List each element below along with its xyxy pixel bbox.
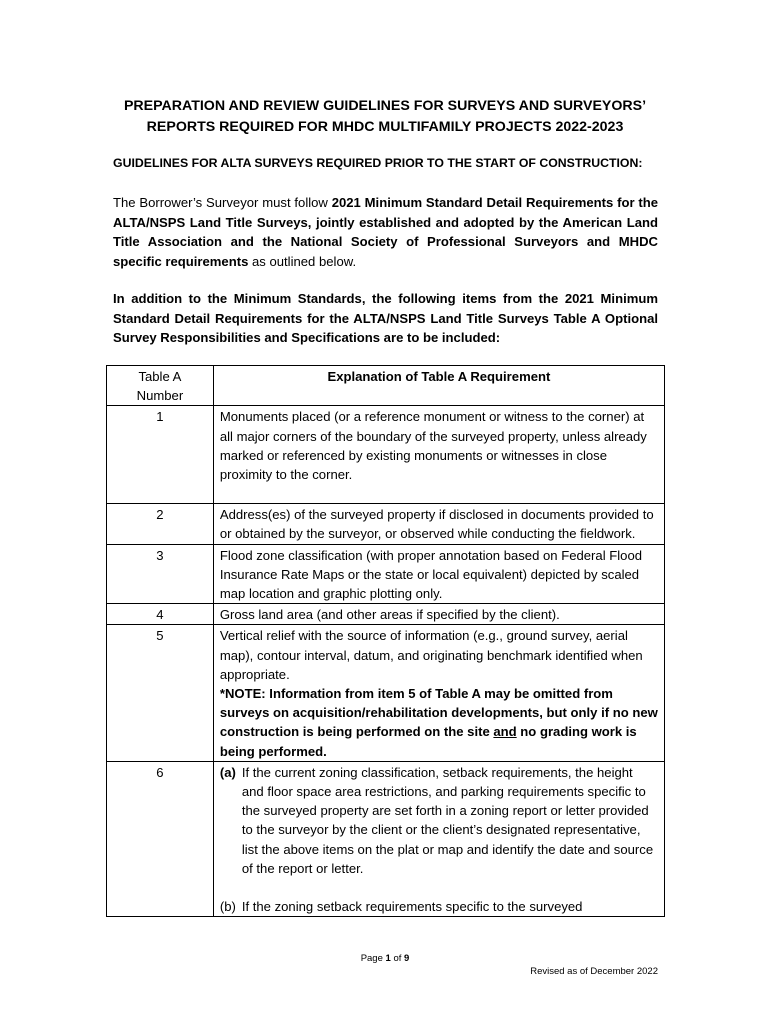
header-table-a-number (107, 366, 214, 406)
row-number: 6 (107, 761, 214, 916)
row-note (220, 684, 658, 761)
section-heading: GUIDELINES FOR ALTA SURVEYS REQUIRED PRIOR TO THE START OF CONSTRUCTION: (113, 156, 643, 170)
subitem-b (220, 897, 658, 916)
page-label: Page (360, 953, 386, 964)
document-title (60, 96, 710, 138)
title-line-2: REPORTS REQUIRED FOR MHDC MULTIFAMILY PROJECTS 2022-2023 (146, 119, 624, 135)
intro-text-start: The Borrower’s Surveyor must follow (113, 195, 332, 210)
page-total: 9 (404, 953, 410, 964)
page-number (335, 953, 435, 964)
table-row (107, 406, 665, 504)
subitem-a (220, 763, 658, 878)
header-number-line-2: Number (136, 388, 184, 404)
row-explanation (213, 625, 664, 761)
row-explanation (213, 406, 664, 504)
subitem-a-text: If the current zoning classification, setback requirements, the height and floor space area restrictions, and parking requirements specific to the surveyed property are set forth in a zoning report or letter provided to the surveyor by the client or the client’s designated representative, list the above items on the plat or map and identify the date and source of the report or letter. (241, 764, 654, 876)
header-explanation: Explanation of Table A Requirement (213, 366, 664, 406)
note-text-start: *NOTE: Information from item 5 of Table A may be omitted from surveys on acquisition/rehabilitation developments, but only if no new construction is being performed on the site (219, 686, 658, 740)
page-current: 1 (385, 953, 391, 964)
row-explanation (213, 761, 664, 916)
row-number: 1 (107, 406, 214, 504)
title-line-1: PREPARATION AND REVIEW GUIDELINES FOR SURVEYS AND SURVEYORS’ (123, 98, 647, 114)
header-number-line-1: Table A (138, 369, 182, 384)
row-explanation-text: Monuments placed (or a reference monument or witness to the corner) at all major corners of the boundary of the surveyed property, unless already marked or referenced by existing monuments or witnesses in close proximity to the corner. (219, 409, 647, 483)
row-explanation-text: Vertical relief with the source of information (e.g., ground survey, aerial map), contour interval, datum, and originating benchmark identified when appropriate. (219, 628, 643, 682)
row-explanation: Address(es) of the surveyed property if disclosed in documents provided to or obtained by the surveyor, or observed while conducting the fieldwork. (213, 504, 664, 544)
note-underlined-word: and (493, 724, 517, 740)
table-header-row (107, 366, 665, 406)
table-row (107, 761, 665, 916)
row-number: 3 (107, 544, 214, 604)
table-row (107, 625, 665, 761)
intro-text-end: as outlined below. (248, 253, 357, 269)
row-explanation: Gross land area (and other areas if specified by the client). (213, 604, 664, 625)
subitem-a-marker: (a) (219, 764, 236, 780)
note-text-end: no grading work is being performed. (219, 724, 637, 759)
row-number: 2 (107, 504, 214, 544)
intro-paragraph (113, 193, 658, 271)
revision-date: Revised as of December 2022 (530, 966, 658, 977)
page-of: of (390, 953, 405, 964)
subitem-b-marker: (b) (219, 899, 236, 915)
table-row (107, 504, 665, 544)
row-number: 5 (107, 625, 214, 761)
table-a-requirements (106, 365, 665, 917)
additional-items-paragraph: In addition to the Minimum Standards, the following items from the 2021 Minimum Standard Detail Requirements for the ALTA/NSPS Land Title Surveys Table A Optional Survey Responsibilities and Specifications are to be included: (113, 291, 658, 345)
table-row (107, 604, 665, 625)
table-row (107, 544, 665, 604)
intro-text-bold: 2021 Minimum Standard Detail Requirements for the ALTA/NSPS Land Title Surveys, jointly established and adopted by the American Land Title Association and the National Society of Professional Surveyors and MHDC specific requirements (113, 195, 658, 269)
row-explanation: Flood zone classification (with proper annotation based on Federal Flood Insurance Rate Maps or the state or local equivalent) depicted by scaled map location and graphic plotting only. (213, 544, 664, 604)
subitem-b-text: If the zoning setback requirements specific to the surveyed (241, 899, 583, 915)
row-number: 4 (107, 604, 214, 625)
